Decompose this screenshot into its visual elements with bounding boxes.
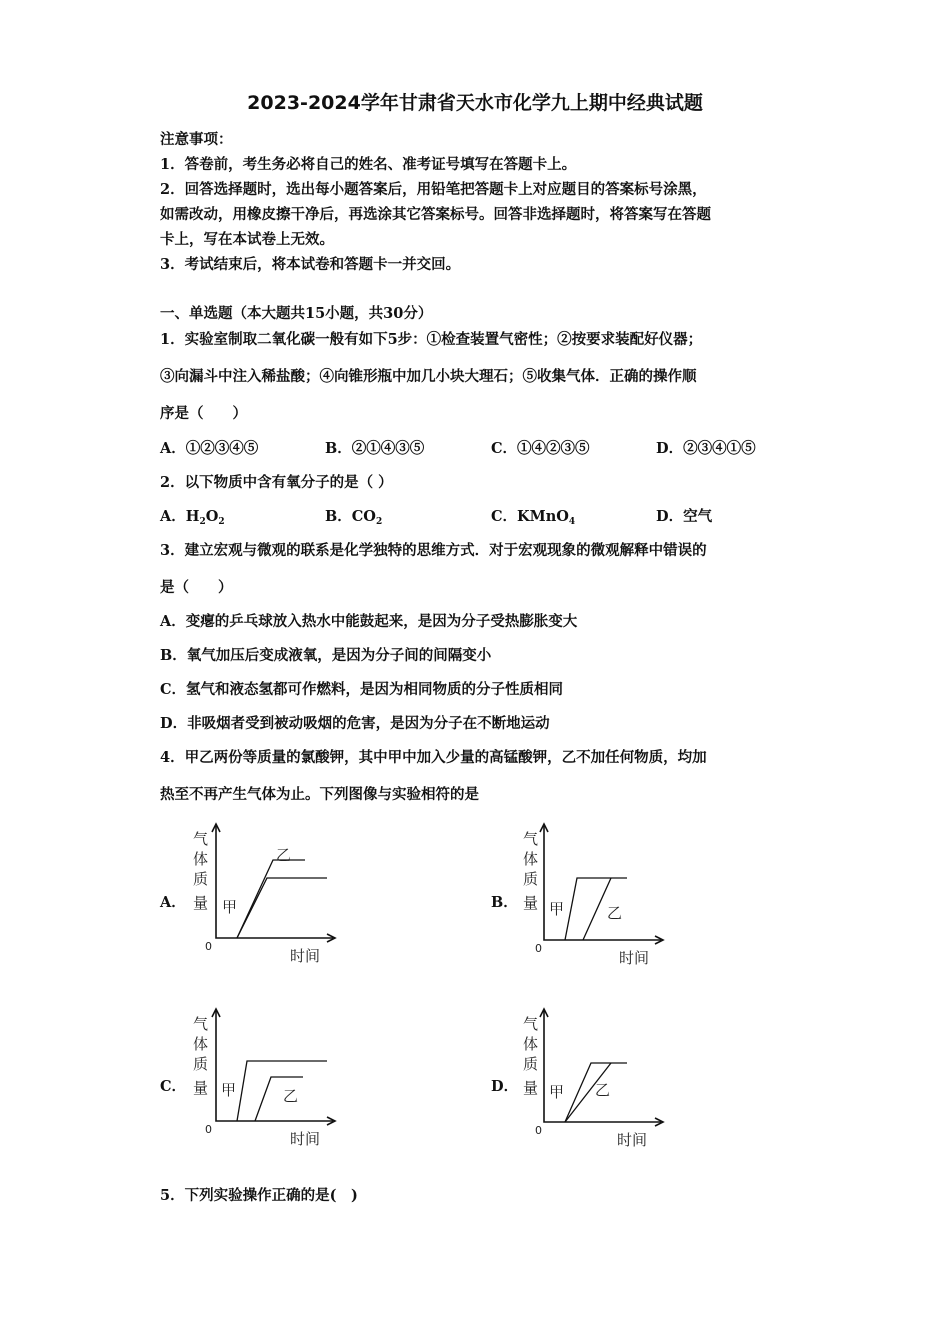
q1-stem-line-3: 序是（ ） (160, 405, 247, 422)
q2-option-d: D．空气 (656, 508, 713, 525)
y-label-char: 质 (193, 870, 209, 888)
notice-item-2-line-1: 2．回答选择题时，选出每小题答案后，用铅笔把答题卡上对应题目的答案标号涂黑， (160, 181, 707, 198)
page-title: 2023-2024学年甘肃省天水市化学九上期中经典试题 (247, 92, 703, 114)
y-label-char: 量 (193, 1079, 209, 1097)
q4-graph-d (515, 1005, 675, 1155)
y-label-char: 气 (193, 830, 209, 848)
q1-option-a: A．①②③④⑤ (160, 440, 259, 457)
notice-item-2-line-2: 如需改动，用橡皮擦干净后，再选涂其它答案标号。回答非选择题时，将答案写在答题 (160, 206, 711, 223)
q3-option-b: B．氧气加压后变成液氧，是因为分子间的间隔变小 (160, 647, 492, 664)
y-label-char: 量 (523, 1079, 539, 1097)
label-jia: 甲 (549, 1083, 565, 1101)
q1-stem-line-1: 1．实验室制取二氧化碳一般有如下5步：①检查装置气密性；②按要求装配好仪器； (160, 331, 703, 348)
x-label: 时间 (290, 1130, 321, 1148)
q4-graph-c (185, 1005, 345, 1155)
q3-option-a: A．变瘪的乒乓球放入热水中能鼓起来，是因为分子受热膨胀变大 (160, 613, 578, 630)
q4-stem-line-1: 4．甲乙两份等质量的氯酸钾，其中甲中加入少量的高锰酸钾，乙不加任何物质，均加 (160, 749, 707, 766)
notice-heading: 注意事项： (160, 131, 233, 148)
q4-option-c-label: C． (160, 1078, 187, 1095)
axes (544, 826, 661, 940)
y-label-char: 气 (523, 1015, 539, 1033)
x-label: 时间 (619, 949, 650, 967)
notice-item-1: 1．答卷前，考生务必将自己的姓名、准考证号填写在答题卡上。 (160, 156, 577, 173)
q3-stem-line-1: 3．建立宏观与微观的联系是化学独特的思维方式．对于宏观现象的微观解释中错误的 (160, 542, 707, 559)
q4-graph-a (185, 820, 345, 970)
y-label-char: 量 (193, 894, 209, 912)
origin-label: 0 (535, 942, 542, 955)
label-yi: 乙 (595, 1081, 611, 1099)
q3-stem-line-2: 是（ ） (160, 579, 233, 596)
axes (544, 1011, 661, 1122)
axes (216, 826, 333, 938)
y-label-char: 质 (193, 1055, 209, 1073)
y-label-char: 质 (523, 1055, 539, 1073)
section-1-heading: 一、单选题（本大题共15小题，共30分） (160, 305, 433, 322)
q1-option-c: C．①④②③⑤ (491, 440, 590, 457)
notice-item-2-line-3: 卡上，写在本试卷上无效。 (160, 231, 334, 248)
q2-stem: 2．以下物质中含有氧分子的是（ ） (160, 474, 393, 491)
q5-stem: 5．下列实验操作正确的是( ) (160, 1187, 358, 1204)
notice-item-3: 3．考试结束后，将本试卷和答题卡一并交回。 (160, 256, 461, 273)
q4-graph-b (515, 820, 675, 970)
y-label-char: 体 (523, 850, 539, 868)
q1-option-b: B．②①④③⑤ (325, 440, 425, 457)
label-yi: 乙 (276, 846, 292, 864)
axes (216, 1011, 333, 1121)
label-jia: 甲 (222, 898, 238, 916)
q2-option-c: C．KMnO$_4$ (491, 508, 576, 527)
q4-option-d-label: D． (491, 1078, 519, 1095)
label-jia: 甲 (221, 1081, 237, 1099)
y-label-char: 质 (523, 870, 539, 888)
y-label-char: 体 (193, 850, 209, 868)
q2-option-b: B．$CO_2$ (325, 508, 383, 527)
origin-label: 0 (535, 1124, 542, 1137)
q1-option-d: D．②③④①⑤ (656, 440, 756, 457)
y-label-char: 体 (193, 1035, 209, 1053)
label-yi: 乙 (607, 904, 623, 922)
curve-jia (237, 1061, 327, 1121)
q2-option-a: A．$H_2O_2$ (160, 508, 225, 527)
origin-label: 0 (205, 1123, 212, 1136)
q4-option-a-label: A． (160, 894, 186, 911)
y-label-char: 气 (523, 830, 539, 848)
origin-label: 0 (205, 940, 212, 953)
q3-option-d: D．非吸烟者受到被动吸烟的危害，是因为分子在不断地运动 (160, 715, 550, 732)
label-yi: 乙 (283, 1087, 299, 1105)
q4-option-b-label: B． (491, 894, 518, 911)
q1-stem-line-2: ③向漏斗中注入稀盐酸；④向锥形瓶中加几小块大理石；⑤收集气体．正确的操作顺 (160, 368, 697, 385)
x-label: 时间 (290, 947, 321, 965)
curve-yi (237, 860, 305, 938)
y-label-char: 气 (193, 1015, 209, 1033)
label-jia: 甲 (549, 900, 565, 918)
y-label-char: 体 (523, 1035, 539, 1053)
q4-stem-line-2: 热至不再产生气体为止。下列图像与实验相符的是 (160, 786, 479, 803)
q3-option-c: C．氢气和液态氢都可作燃料，是因为相同物质的分子性质相同 (160, 681, 564, 698)
y-label-char: 量 (523, 894, 539, 912)
x-label: 时间 (617, 1131, 648, 1149)
